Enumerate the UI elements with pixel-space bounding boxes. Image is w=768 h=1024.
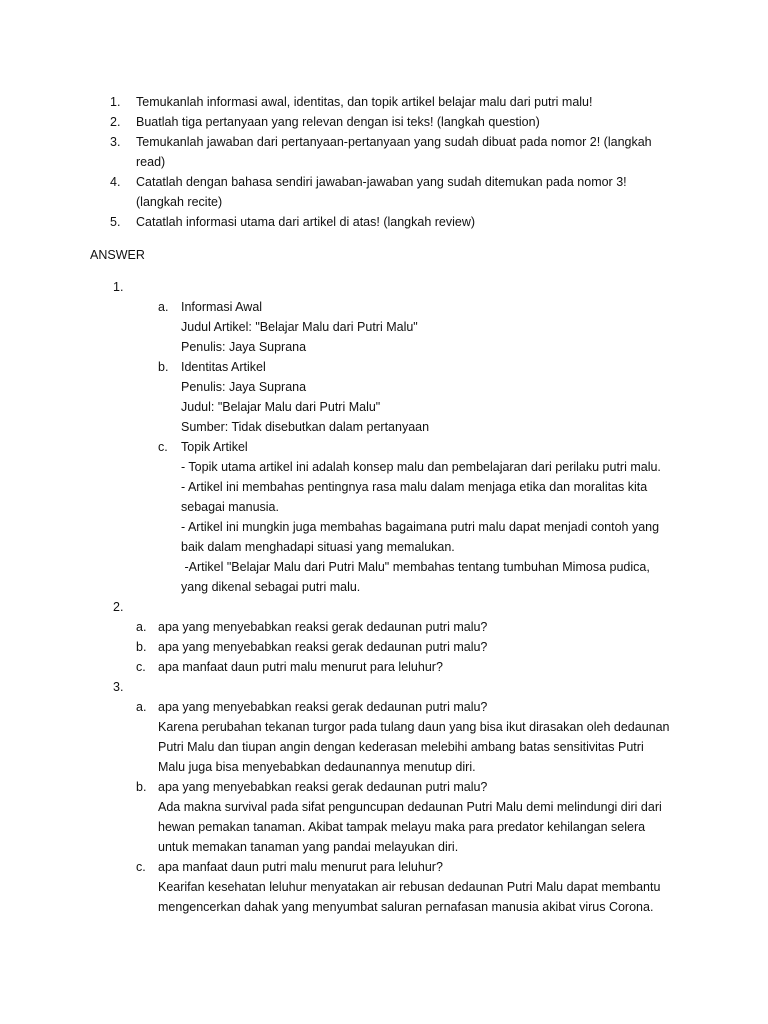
answer-line: Karena perubahan tekanan turgor pada tulang daun yang bisa ikut dirasakan oleh dedaunan [158, 720, 670, 734]
question-text-line: (langkah recite) [136, 195, 223, 209]
answer-line: Informasi Awal [181, 300, 263, 314]
answer-heading: ANSWER [90, 248, 145, 262]
answer-line: Identitas Artikel [181, 360, 266, 374]
answer-line: Penulis: Jaya Suprana [181, 340, 307, 354]
answer-line: -Artikel "Belajar Malu dari Putri Malu" membahas tentang tumbuhan Mimosa pudica, [181, 560, 650, 574]
answer-letter: b. [158, 360, 169, 374]
answer-line: apa yang menyebabkan reaksi gerak dedaunan putri malu? [158, 620, 488, 634]
answer-line: Penulis: Jaya Suprana [181, 380, 307, 394]
question-number: 1. [110, 95, 121, 109]
answer-line: apa yang menyebabkan reaksi gerak dedaunan putri malu? [158, 780, 488, 794]
answer-line: - Topik utama artikel ini adalah konsep malu dan pembelajaran dari perilaku putri malu. [181, 460, 661, 474]
answer-line: mengencerkan dahak yang menyumbat saluran pernafasan manusia akibat virus Corona. [158, 900, 654, 914]
answer-line: apa yang menyebabkan reaksi gerak dedaunan putri malu? [158, 640, 488, 654]
answer-letter: c. [136, 660, 146, 674]
question-text-line: Temukanlah informasi awal, identitas, dan topik artikel belajar malu dari putri malu! [136, 95, 593, 109]
question-1 [110, 92, 676, 112]
answer-letter: b. [136, 780, 147, 794]
answer-line: Ada makna survival pada sifat penguncupan dedaunan Putri Malu demi melindungi diri dari [158, 800, 662, 814]
question-4 [110, 172, 676, 212]
answer-letter: b. [136, 640, 147, 654]
answer-line: apa manfaat daun putri malu menurut para leluhur? [158, 660, 443, 674]
answer-letter: c. [136, 860, 146, 874]
question-5 [110, 212, 676, 232]
question-text-line: read) [136, 155, 166, 169]
answer-letter: a. [158, 300, 169, 314]
answer-line: yang dikenal sebagai putri malu. [181, 580, 361, 594]
question-number: 5. [110, 215, 121, 229]
answer-number: 2. [113, 600, 124, 614]
answer-letter: a. [136, 700, 147, 714]
answer-line: apa yang menyebabkan reaksi gerak dedaunan putri malu? [158, 700, 488, 714]
question-number: 4. [110, 175, 121, 189]
question-2 [110, 112, 676, 132]
question-number: 2. [110, 115, 121, 129]
answer-line: Malu juga bisa menyebabkan dedaunannya menutup diri. [158, 760, 476, 774]
answer-letter: c. [158, 440, 168, 454]
answer-line: apa manfaat daun putri malu menurut para leluhur? [158, 860, 443, 874]
answer-line: baik dalam menghadapi situasi yang memalukan. [181, 540, 455, 554]
answer-line: Kearifan kesehatan leluhur menyatakan air rebusan dedaunan Putri Malu dapat membantu [158, 880, 661, 894]
answer-line: sebagai manusia. [181, 500, 279, 514]
answer-line: Sumber: Tidak disebutkan dalam pertanyaan [181, 420, 430, 434]
answer-line: - Artikel ini membahas pentingnya rasa malu dalam menjaga etika dan moralitas kita [181, 480, 648, 494]
question-3 [110, 132, 676, 172]
answer-line: Judul Artikel: "Belajar Malu dari Putri Malu" [181, 320, 418, 334]
question-text-line: Catatlah informasi utama dari artikel di atas! (langkah review) [136, 215, 476, 229]
question-text-line: Catatlah dengan bahasa sendiri jawaban-jawaban yang sudah ditemukan pada nomor 3! [136, 175, 627, 189]
answer-number: 1. [113, 280, 124, 294]
answer-line: Topik Artikel [181, 440, 248, 454]
answer-line: untuk memakan tanaman yang pandai melayukan diri. [158, 840, 459, 854]
question-text-line: Buatlah tiga pertanyaan yang relevan dengan isi teks! (langkah question) [136, 115, 540, 129]
answer-line: - Artikel ini mungkin juga membahas bagaimana putri malu dapat menjadi contoh yang [181, 520, 660, 534]
answer-line: hewan pemakan tanaman. Akibat tampak melayu maka para predator kehilangan selera [158, 820, 646, 834]
answer-letter: a. [136, 620, 147, 634]
question-number: 3. [110, 135, 121, 149]
answer-line: Judul: "Belajar Malu dari Putri Malu" [181, 400, 381, 414]
answer-line: Putri Malu dan tiupan angin dengan kederasan melebihi ambang batas sensitivitas Putri [158, 740, 644, 754]
question-text-line: Temukanlah jawaban dari pertanyaan-pertanyaan yang sudah dibuat pada nomor 2! (langkah [136, 135, 652, 149]
answer-number: 3. [113, 680, 124, 694]
